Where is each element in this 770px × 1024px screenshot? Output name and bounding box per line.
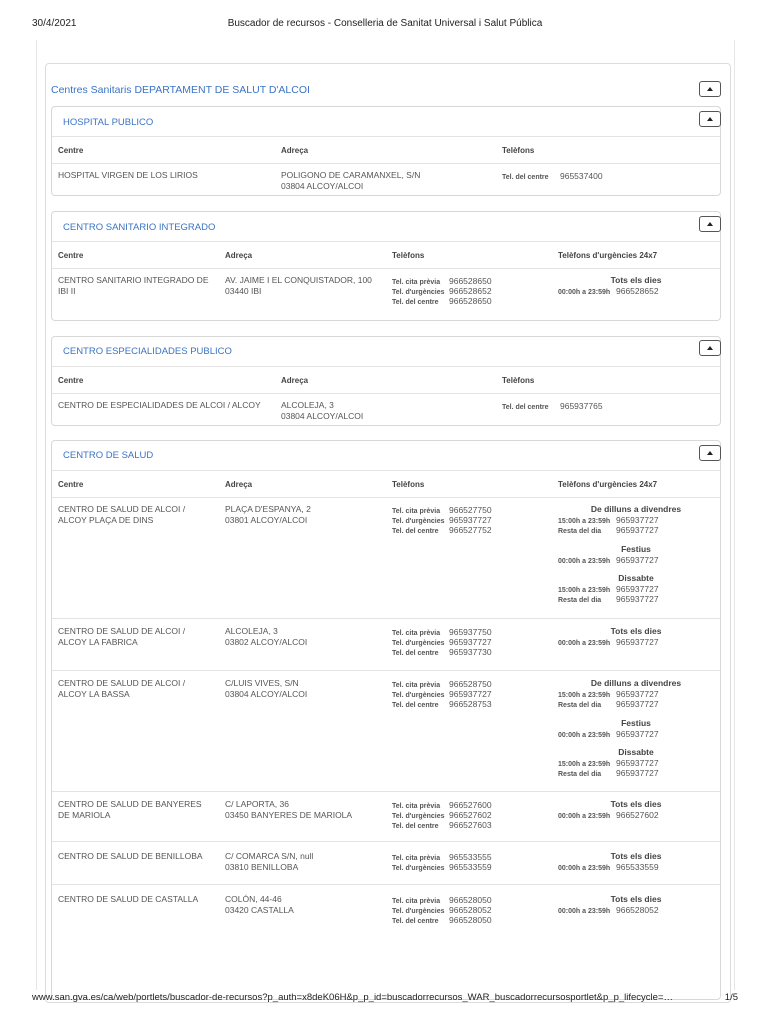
tel-centre: Tel. del centre 966528050: [392, 915, 492, 925]
divider: [52, 393, 720, 394]
divider: [52, 470, 720, 471]
urg-schedule-line: 15:00h a 23:59h 965937727: [558, 515, 659, 525]
urg-schedule-line: 00:00h a 23:59h 966528052: [558, 905, 659, 915]
urg-schedule-line: 00:00h a 23:59h 965937727: [558, 555, 659, 565]
tel-urgencies: Tel. d'urgències 966527602: [392, 810, 492, 820]
section-title: CENTRO DE SALUD: [63, 450, 154, 461]
tel-centre: Tel. del centre 966527752: [392, 525, 492, 535]
table-row-address: C/ COMARCA S/N, null 03810 BENILLOBA: [225, 851, 314, 872]
col-header-urgencies: Telèfons d'urgències 24x7: [558, 251, 658, 260]
table-row-centre: CENTRO DE SALUD DE CASTALLA: [58, 894, 199, 904]
table-row-address: AV. JAIME I EL CONQUISTADOR, 100 03440 IBI: [225, 275, 372, 296]
print-url: www.san.gva.es/ca/web/portlets/buscador-de-recursos?p_auth=x8deK06H&p_p_id=buscadorrecursos_WAR_buscadorrecursosportlet&p_p_lifecycle=…: [32, 992, 673, 1003]
urg-schedule-line: Resta del dia 965937727: [558, 594, 659, 604]
tel-previa: Tel. cita prèvia 965533555: [392, 852, 492, 862]
urg-schedule-line: 00:00h a 23:59h 966527602: [558, 810, 659, 820]
section-centro-de-salud: [51, 440, 721, 1000]
divider: [52, 497, 720, 498]
table-row-centre: CENTRO DE ESPECIALIDADES DE ALCOI / ALCOY: [58, 400, 261, 410]
tel-centre: Tel. del centre 965937765: [502, 401, 603, 411]
chevron-up-icon: [707, 87, 713, 91]
urg-schedule-head: Dissabte: [618, 573, 654, 583]
chevron-up-icon: [707, 222, 713, 226]
table-row-address: ALCOLEJA, 3 03804 ALCOY/ALCOI: [281, 400, 364, 421]
divider: [52, 791, 720, 792]
tel-centre: Tel. del centre 966527603: [392, 820, 492, 830]
tel-previa: Tel. cita prèvia 966527750: [392, 505, 492, 515]
urg-schedule-head: De dilluns a divendres: [590, 678, 682, 688]
divider: [52, 366, 720, 367]
tel-centre: Tel. del centre 966528753: [392, 699, 492, 709]
tel-urgencies: Tel. d'urgències 965937727: [392, 689, 492, 699]
col-header-telefons: Telèfons: [502, 146, 535, 155]
table-row-centre: CENTRO DE SALUD DE BANYERES DE MARIOLA: [58, 799, 202, 820]
collapse-section-button[interactable]: [699, 216, 721, 232]
urg-schedule-line: 15:00h a 23:59h 965937727: [558, 584, 659, 594]
table-row-centre: HOSPITAL VIRGEN DE LOS LIRIOS: [58, 170, 198, 180]
table-row-address: ALCOLEJA, 3 03802 ALCOY/ALCOI: [225, 626, 308, 647]
urg-schedule-head: Tots els dies: [610, 626, 662, 636]
tel-urgencies: Tel. d'urgències 966528052: [392, 905, 492, 915]
col-header-centre: Centre: [58, 480, 84, 489]
collapse-section-button[interactable]: [699, 340, 721, 356]
col-header-adreca: Adreça: [225, 480, 253, 489]
col-header-adreca: Adreça: [281, 146, 309, 155]
table-row-address: POLIGONO DE CARAMANXEL, S/N 03804 ALCOY/ALCOI: [281, 170, 421, 191]
urg-schedule-line: 00:00h a 23:59h 965937727: [558, 637, 659, 647]
urg-schedule-line: Resta del dia 965937727: [558, 525, 659, 535]
divider: [52, 884, 720, 885]
tel-previa: Tel. cita prèvia 966528050: [392, 895, 492, 905]
print-header: [0, 18, 770, 32]
table-row-centre: CENTRO DE SALUD DE ALCOI / ALCOY PLAÇA DE DINS: [58, 504, 186, 525]
frame-border-left: [36, 40, 37, 990]
tel-previa: Tel. cita prèvia 965937750: [392, 627, 492, 637]
collapse-section-button[interactable]: [699, 111, 721, 127]
section-hospital-publico: [51, 106, 721, 196]
urg-schedule-line: 00:00h a 23:59h 965533559: [558, 862, 659, 872]
table-row-address: PLAÇA D'ESPANYA, 2 03801 ALCOY/ALCOI: [225, 504, 311, 525]
col-header-adreca: Adreça: [281, 376, 309, 385]
urg-schedule-line: 15:00h a 23:59h 965937727: [558, 689, 659, 699]
urg-schedule-head: De dilluns a divendres: [590, 504, 682, 514]
divider: [52, 163, 720, 164]
chevron-up-icon: [707, 451, 713, 455]
collapse-panel-button[interactable]: [699, 81, 721, 97]
chevron-up-icon: [707, 117, 713, 121]
tel-urgencies: Tel. d'urgències 965937727: [392, 515, 492, 525]
urg-schedule-line: Resta del dia 965937727: [558, 699, 659, 709]
urg-schedule-head: Tots els dies: [610, 275, 662, 285]
tel-centre: Tel. del centre 965537400: [502, 171, 603, 181]
section-title: CENTRO ESPECIALIDADES PUBLICO: [63, 346, 232, 357]
section-title: CENTRO SANITARIO INTEGRADO: [63, 222, 216, 233]
panel-title: Centres Sanitaris DEPARTAMENT DE SALUT D'ALCOI: [51, 84, 310, 96]
collapse-section-button[interactable]: [699, 445, 721, 461]
divider: [52, 618, 720, 619]
col-header-centre: Centre: [58, 146, 84, 155]
table-row-address: C/ LAPORTA, 36 03450 BANYERES DE MARIOLA: [225, 799, 353, 820]
col-header-telefons: Telèfons: [392, 251, 425, 260]
table-row-centre: CENTRO DE SALUD DE ALCOI / ALCOY LA BASSA: [58, 678, 186, 699]
urg-schedule-head: Tots els dies: [610, 799, 662, 809]
print-date: 30/4/2021: [32, 18, 77, 29]
table-row-centre: CENTRO SANITARIO INTEGRADO DE IBI II: [58, 275, 209, 296]
section-centro-especialidades: [51, 336, 721, 426]
tel-urgencies: Tel. d'urgències 965937727: [392, 637, 492, 647]
col-header-adreca: Adreça: [225, 251, 253, 260]
tel-previa: Tel. cita prèvia 966527600: [392, 800, 492, 810]
print-footer: [0, 992, 770, 1006]
frame-border-right: [734, 40, 735, 990]
divider: [52, 136, 720, 137]
section-title: HOSPITAL PUBLICO: [63, 117, 154, 128]
table-row-address: C/LUIS VIVES, S/N 03804 ALCOY/ALCOI: [225, 678, 308, 699]
tel-centre: Tel. del centre 966528650: [392, 296, 492, 306]
col-header-urgencies: Telèfons d'urgències 24x7: [558, 480, 658, 489]
col-header-telefons: Telèfons: [502, 376, 535, 385]
divider: [52, 841, 720, 842]
divider: [52, 670, 720, 671]
urg-schedule-head: Tots els dies: [610, 851, 662, 861]
print-page-number: 1/5: [724, 992, 738, 1003]
divider: [52, 268, 720, 269]
urg-schedule-head: Dissabte: [618, 747, 654, 757]
tel-previa: Tel. cita prèvia 966528750: [392, 679, 492, 689]
urg-schedule-line: 00:00h a 23:59h 966528652: [558, 286, 659, 296]
col-header-telefons: Telèfons: [392, 480, 425, 489]
tel-centre: Tel. del centre 965937730: [392, 647, 492, 657]
tel-previa: Tel. cita prèvia 966528650: [392, 276, 492, 286]
col-header-centre: Centre: [58, 376, 84, 385]
section-centro-sanitario-integrado: [51, 211, 721, 321]
table-row-centre: CENTRO DE SALUD DE ALCOI / ALCOY LA FABRICA: [58, 626, 186, 647]
col-header-centre: Centre: [58, 251, 84, 260]
urg-schedule-line: 00:00h a 23:59h 965937727: [558, 729, 659, 739]
table-row-centre: CENTRO DE SALUD DE BENILLOBA: [58, 851, 203, 861]
urg-schedule-line: Resta del dia 965937727: [558, 768, 659, 778]
chevron-up-icon: [707, 346, 713, 350]
urg-schedule-head: Festius: [621, 544, 651, 554]
tel-urgencies: Tel. d'urgències 965533559: [392, 862, 492, 872]
print-page-title: Buscador de recursos - Conselleria de Sanitat Universal i Salut Pública: [227, 18, 543, 29]
tel-urgencies: Tel. d'urgències 966528652: [392, 286, 492, 296]
urg-schedule-head: Tots els dies: [610, 894, 662, 904]
table-row-address: COLÓN, 44-46 03420 CASTALLA: [225, 894, 294, 915]
urg-schedule-line: 15:00h a 23:59h 965937727: [558, 758, 659, 768]
divider: [52, 241, 720, 242]
urg-schedule-head: Festius: [621, 718, 651, 728]
